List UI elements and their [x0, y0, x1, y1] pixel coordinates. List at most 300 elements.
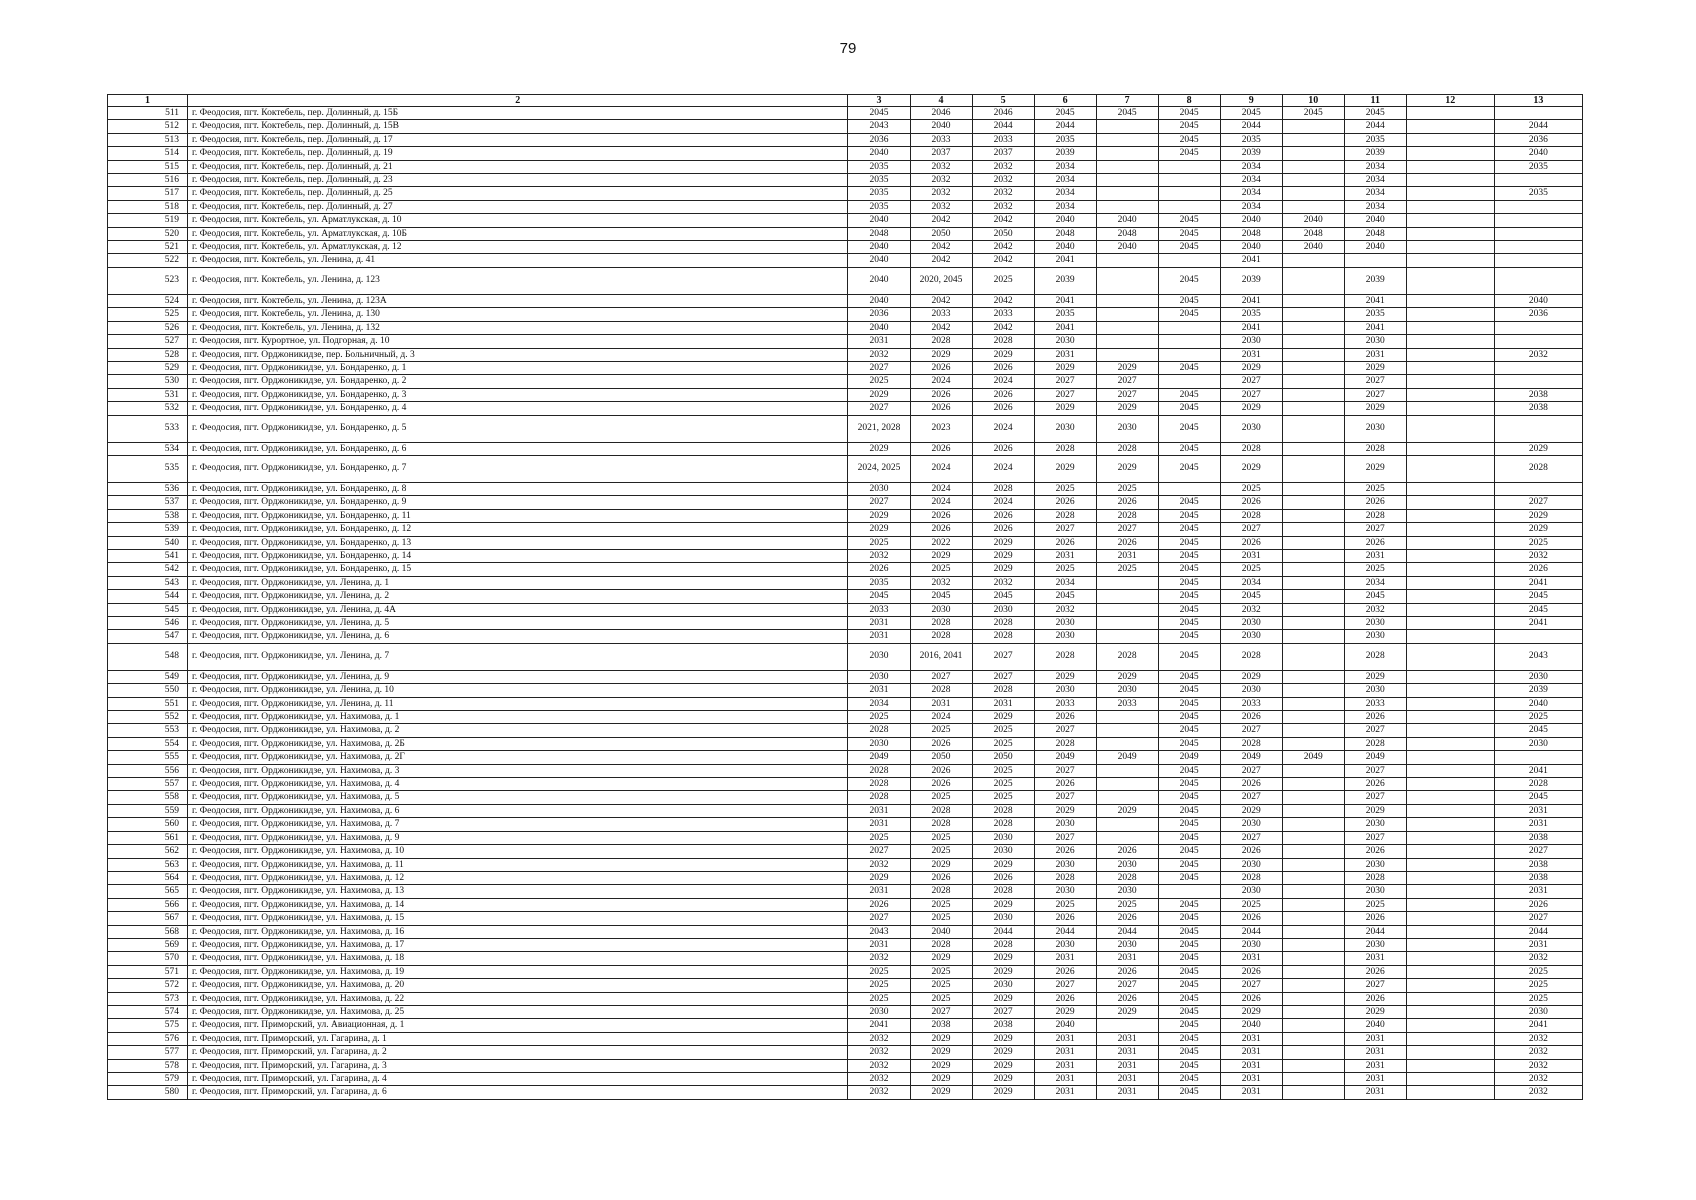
year-cell-col-6: 2026: [1034, 496, 1096, 509]
year-cell-col-12: [1406, 133, 1494, 146]
year-cell-col-7: 2031: [1096, 1086, 1158, 1099]
year-cell-col-12: [1406, 388, 1494, 401]
table-row: [108, 254, 1583, 267]
year-cell-col-6: 2034: [1034, 187, 1096, 200]
year-cell-col-11: 2031: [1344, 1073, 1406, 1086]
year-cell-col-6: 2025: [1034, 898, 1096, 911]
year-cell-col-13: 2025: [1494, 979, 1582, 992]
year-cell-col-5: 2038: [972, 1019, 1034, 1032]
row-number-cell: 558: [108, 791, 188, 804]
column-header-8: 8: [1158, 95, 1220, 107]
table-row: [108, 630, 1583, 643]
year-cell-col-4: 2032: [910, 576, 972, 589]
year-cell-col-13: 2028: [1494, 778, 1582, 791]
year-cell-col-5: 2032: [972, 576, 1034, 589]
year-cell-col-12: [1406, 107, 1494, 120]
year-cell-col-13: [1494, 174, 1582, 187]
table-row: [108, 1059, 1583, 1072]
year-cell-col-6: 2031: [1034, 1046, 1096, 1059]
year-cell-col-7: [1096, 174, 1158, 187]
year-cell-col-8: 2045: [1158, 1059, 1220, 1072]
address-cell: г. Феодосия, пгт. Орджоникидзе, ул. Ленина, д. 9: [188, 670, 848, 683]
year-cell-col-4: 2025: [910, 979, 972, 992]
address-cell: г. Феодосия, пгт. Курортное, ул. Подгорная, д. 10: [188, 335, 848, 348]
year-cell-col-11: 2029: [1344, 1005, 1406, 1018]
address-cell: г. Феодосия, пгт. Орджоникидзе, ул. Ленина, д. 1: [188, 576, 848, 589]
year-cell-col-13: 2041: [1494, 764, 1582, 777]
year-cell-col-11: 2026: [1344, 912, 1406, 925]
row-number-cell: 548: [108, 643, 188, 670]
year-cell-col-7: [1096, 711, 1158, 724]
year-cell-col-7: [1096, 630, 1158, 643]
year-cell-col-5: 2028: [972, 630, 1034, 643]
year-cell-col-6: 2031: [1034, 1073, 1096, 1086]
row-number-cell: 575: [108, 1019, 188, 1032]
row-number-cell: 524: [108, 294, 188, 307]
year-cell-col-5: 2042: [972, 214, 1034, 227]
address-cell: г. Феодосия, пгт. Коктебель, пер. Долинный, д. 19: [188, 147, 848, 160]
year-cell-col-10: [1282, 187, 1344, 200]
year-cell-col-8: 2045: [1158, 697, 1220, 710]
year-cell-col-11: 2031: [1344, 1059, 1406, 1072]
year-cell-col-3: 2029: [848, 523, 910, 536]
year-cell-col-12: [1406, 536, 1494, 549]
year-cell-col-4: 2038: [910, 1019, 972, 1032]
year-cell-col-11: 2026: [1344, 778, 1406, 791]
row-number-cell: 572: [108, 979, 188, 992]
year-cell-col-6: 2045: [1034, 590, 1096, 603]
year-cell-col-9: 2027: [1220, 724, 1282, 737]
address-cell: г. Феодосия, пгт. Коктебель, ул. Арматлукская, д. 10Б: [188, 227, 848, 240]
year-cell-col-6: 2032: [1034, 603, 1096, 616]
year-cell-col-3: 2025: [848, 711, 910, 724]
address-cell: г. Феодосия, пгт. Коктебель, пер. Долинный, д. 15В: [188, 120, 848, 133]
year-cell-col-5: 2030: [972, 603, 1034, 616]
year-cell-col-10: [1282, 1073, 1344, 1086]
year-cell-col-11: 2031: [1344, 952, 1406, 965]
year-cell-col-3: 2030: [848, 737, 910, 750]
year-cell-col-6: 2035: [1034, 308, 1096, 321]
year-cell-col-5: 2027: [972, 1005, 1034, 1018]
year-cell-col-13: 2040: [1494, 147, 1582, 160]
year-cell-col-6: 2034: [1034, 200, 1096, 213]
year-cell-col-12: [1406, 590, 1494, 603]
year-cell-col-9: 2028: [1220, 643, 1282, 670]
year-cell-col-13: 2041: [1494, 617, 1582, 630]
year-cell-col-3: 2027: [848, 912, 910, 925]
table-body: [108, 107, 1583, 1100]
year-cell-col-9: 2031: [1220, 348, 1282, 361]
year-cell-col-12: [1406, 724, 1494, 737]
year-cell-col-5: 2050: [972, 227, 1034, 240]
year-cell-col-11: 2034: [1344, 576, 1406, 589]
year-cell-col-10: [1282, 737, 1344, 750]
year-cell-col-6: 2033: [1034, 697, 1096, 710]
year-cell-col-4: 2026: [910, 871, 972, 884]
table-row: [108, 402, 1583, 415]
year-cell-col-8: 2045: [1158, 509, 1220, 522]
address-cell: г. Феодосия, пгт. Орджоникидзе, ул. Нахимова, д. 14: [188, 898, 848, 911]
year-cell-col-11: 2030: [1344, 818, 1406, 831]
year-cell-col-8: 2045: [1158, 858, 1220, 871]
year-cell-col-13: 2035: [1494, 160, 1582, 173]
table-row: [108, 751, 1583, 764]
year-cell-col-10: [1282, 455, 1344, 482]
year-cell-col-13: 2041: [1494, 1019, 1582, 1032]
year-cell-col-7: 2031: [1096, 952, 1158, 965]
year-cell-col-7: 2029: [1096, 670, 1158, 683]
year-cell-col-4: 2028: [910, 938, 972, 951]
table-row: [108, 697, 1583, 710]
year-cell-col-10: [1282, 361, 1344, 374]
year-cell-col-4: 2028: [910, 804, 972, 817]
year-cell-col-3: 2040: [848, 214, 910, 227]
column-header-2: 2: [188, 95, 848, 107]
year-cell-col-13: 2027: [1494, 912, 1582, 925]
row-number-cell: 574: [108, 1005, 188, 1018]
year-cell-col-6: 2031: [1034, 1032, 1096, 1045]
year-cell-col-13: 2032: [1494, 952, 1582, 965]
year-cell-col-9: 2031: [1220, 1073, 1282, 1086]
year-cell-col-10: [1282, 952, 1344, 965]
year-cell-col-5: 2024: [972, 455, 1034, 482]
year-cell-col-3: 2035: [848, 200, 910, 213]
year-cell-col-9: 2028: [1220, 509, 1282, 522]
year-cell-col-12: [1406, 979, 1494, 992]
row-number-cell: 525: [108, 308, 188, 321]
address-cell: г. Феодосия, пгт. Орджоникидзе, ул. Ленина, д. 10: [188, 684, 848, 697]
address-cell: г. Феодосия, пгт. Орджоникидзе, ул. Бондаренко, д. 14: [188, 549, 848, 562]
year-cell-col-13: 2032: [1494, 1059, 1582, 1072]
year-cell-col-11: 2027: [1344, 791, 1406, 804]
table-row: [108, 227, 1583, 240]
year-cell-col-8: 2045: [1158, 120, 1220, 133]
year-cell-col-6: 2030: [1034, 885, 1096, 898]
address-cell: г. Феодосия, пгт. Орджоникидзе, ул. Нахимова, д. 2Г: [188, 751, 848, 764]
year-cell-col-4: 2029: [910, 348, 972, 361]
row-number-cell: 537: [108, 496, 188, 509]
year-cell-col-8: 2045: [1158, 133, 1220, 146]
table-row: [108, 523, 1583, 536]
row-number-cell: 536: [108, 482, 188, 495]
year-cell-col-3: 2040: [848, 241, 910, 254]
year-cell-col-5: 2025: [972, 737, 1034, 750]
address-cell: г. Феодосия, пгт. Орджоникидзе, ул. Нахимова, д. 20: [188, 979, 848, 992]
year-cell-col-10: [1282, 482, 1344, 495]
year-cell-col-4: 2029: [910, 1073, 972, 1086]
address-cell: г. Феодосия, пгт. Коктебель, ул. Ленина, д. 123А: [188, 294, 848, 307]
year-cell-col-11: 2028: [1344, 871, 1406, 884]
row-number-cell: 567: [108, 912, 188, 925]
year-cell-col-7: 2026: [1096, 992, 1158, 1005]
table-row: [108, 375, 1583, 388]
year-cell-col-7: 2030: [1096, 684, 1158, 697]
year-cell-col-3: 2029: [848, 388, 910, 401]
schedule-table-wrapper: [107, 94, 1583, 1100]
year-cell-col-4: 2028: [910, 885, 972, 898]
year-cell-col-10: 2045: [1282, 107, 1344, 120]
year-cell-col-6: 2034: [1034, 160, 1096, 173]
year-cell-col-3: 2031: [848, 630, 910, 643]
year-cell-col-10: [1282, 992, 1344, 1005]
year-cell-col-7: 2031: [1096, 1032, 1158, 1045]
year-cell-col-11: 2044: [1344, 120, 1406, 133]
year-cell-col-13: 2040: [1494, 294, 1582, 307]
year-cell-col-9: 2035: [1220, 133, 1282, 146]
year-cell-col-7: [1096, 1019, 1158, 1032]
year-cell-col-12: [1406, 804, 1494, 817]
year-cell-col-12: [1406, 174, 1494, 187]
year-cell-col-9: 2032: [1220, 603, 1282, 616]
year-cell-col-11: 2034: [1344, 200, 1406, 213]
year-cell-col-9: 2027: [1220, 764, 1282, 777]
year-cell-col-11: 2026: [1344, 711, 1406, 724]
year-cell-col-5: 2029: [972, 952, 1034, 965]
year-cell-col-6: 2029: [1034, 361, 1096, 374]
year-cell-col-9: 2040: [1220, 241, 1282, 254]
year-cell-col-8: 2045: [1158, 227, 1220, 240]
year-cell-col-3: 2031: [848, 804, 910, 817]
year-cell-col-9: 2027: [1220, 791, 1282, 804]
year-cell-col-11: 2026: [1344, 496, 1406, 509]
year-cell-col-12: [1406, 442, 1494, 455]
year-cell-col-11: 2034: [1344, 160, 1406, 173]
year-cell-col-3: 2043: [848, 120, 910, 133]
year-cell-col-3: 2032: [848, 1086, 910, 1099]
row-number-cell: 513: [108, 133, 188, 146]
year-cell-col-4: 2032: [910, 174, 972, 187]
year-cell-col-13: 2044: [1494, 925, 1582, 938]
year-cell-col-13: 2032: [1494, 1046, 1582, 1059]
year-cell-col-7: [1096, 603, 1158, 616]
year-cell-col-9: 2041: [1220, 294, 1282, 307]
year-cell-col-12: [1406, 858, 1494, 871]
year-cell-col-3: 2036: [848, 133, 910, 146]
table-row: [108, 214, 1583, 227]
year-cell-col-11: 2028: [1344, 509, 1406, 522]
year-cell-col-10: [1282, 965, 1344, 978]
year-cell-col-12: [1406, 871, 1494, 884]
year-cell-col-13: 2036: [1494, 308, 1582, 321]
year-cell-col-11: 2030: [1344, 684, 1406, 697]
year-cell-col-9: 2026: [1220, 778, 1282, 791]
year-cell-col-13: 2043: [1494, 643, 1582, 670]
year-cell-col-11: 2039: [1344, 147, 1406, 160]
year-cell-col-8: 2045: [1158, 147, 1220, 160]
address-cell: г. Феодосия, пгт. Коктебель, ул. Ленина, д. 130: [188, 308, 848, 321]
year-cell-col-6: 2039: [1034, 147, 1096, 160]
year-cell-col-10: [1282, 697, 1344, 710]
year-cell-col-11: 2045: [1344, 590, 1406, 603]
address-cell: г. Феодосия, пгт. Орджоникидзе, ул. Бондаренко, д. 11: [188, 509, 848, 522]
year-cell-col-13: 2028: [1494, 455, 1582, 482]
address-cell: г. Феодосия, пгт. Орджоникидзе, ул. Нахимова, д. 25: [188, 1005, 848, 1018]
address-cell: г. Феодосия, пгт. Орджоникидзе, ул. Ленина, д. 2: [188, 590, 848, 603]
row-number-cell: 527: [108, 335, 188, 348]
year-cell-col-8: 2045: [1158, 523, 1220, 536]
year-cell-col-7: 2031: [1096, 1073, 1158, 1086]
year-cell-col-8: 2045: [1158, 1073, 1220, 1086]
year-cell-col-12: [1406, 992, 1494, 1005]
year-cell-col-5: 2037: [972, 147, 1034, 160]
year-cell-col-7: 2030: [1096, 885, 1158, 898]
year-cell-col-11: 2027: [1344, 523, 1406, 536]
year-cell-col-9: 2027: [1220, 979, 1282, 992]
year-cell-col-13: 2032: [1494, 549, 1582, 562]
year-cell-col-7: [1096, 778, 1158, 791]
year-cell-col-11: 2040: [1344, 1019, 1406, 1032]
year-cell-col-4: 2028: [910, 335, 972, 348]
year-cell-col-6: 2026: [1034, 536, 1096, 549]
column-header-5: 5: [972, 95, 1034, 107]
year-cell-col-9: 2025: [1220, 563, 1282, 576]
year-cell-col-9: 2045: [1220, 590, 1282, 603]
address-cell: г. Феодосия, пгт. Коктебель, ул. Арматлукская, д. 12: [188, 241, 848, 254]
row-number-cell: 534: [108, 442, 188, 455]
row-number-cell: 530: [108, 375, 188, 388]
year-cell-col-12: [1406, 898, 1494, 911]
year-cell-col-8: [1158, 321, 1220, 334]
year-cell-col-5: 2032: [972, 200, 1034, 213]
year-cell-col-11: 2031: [1344, 1086, 1406, 1099]
year-cell-col-4: 2042: [910, 294, 972, 307]
row-number-cell: 516: [108, 174, 188, 187]
year-cell-col-6: 2035: [1034, 133, 1096, 146]
year-cell-col-3: 2025: [848, 375, 910, 388]
year-cell-col-8: 2045: [1158, 1086, 1220, 1099]
year-cell-col-6: 2030: [1034, 684, 1096, 697]
year-cell-col-3: 2025: [848, 831, 910, 844]
address-cell: г. Феодосия, пгт. Орджоникидзе, ул. Бондаренко, д. 6: [188, 442, 848, 455]
year-cell-col-10: [1282, 147, 1344, 160]
year-cell-col-10: [1282, 563, 1344, 576]
year-cell-col-8: 2045: [1158, 590, 1220, 603]
year-cell-col-12: [1406, 791, 1494, 804]
year-cell-col-9: 2031: [1220, 952, 1282, 965]
table-row: [108, 858, 1583, 871]
year-cell-col-4: 2042: [910, 241, 972, 254]
row-number-cell: 514: [108, 147, 188, 160]
year-cell-col-3: 2035: [848, 160, 910, 173]
year-cell-col-5: 2028: [972, 885, 1034, 898]
year-cell-col-3: 2028: [848, 791, 910, 804]
year-cell-col-8: 2045: [1158, 764, 1220, 777]
year-cell-col-10: [1282, 321, 1344, 334]
year-cell-col-12: [1406, 348, 1494, 361]
year-cell-col-10: 2040: [1282, 214, 1344, 227]
year-cell-col-9: 2025: [1220, 482, 1282, 495]
year-cell-col-5: 2030: [972, 831, 1034, 844]
year-cell-col-5: 2042: [972, 321, 1034, 334]
year-cell-col-9: 2030: [1220, 630, 1282, 643]
table-row: [108, 576, 1583, 589]
year-cell-col-6: 2031: [1034, 1086, 1096, 1099]
year-cell-col-10: [1282, 1005, 1344, 1018]
table-row: [108, 482, 1583, 495]
year-cell-col-11: 2025: [1344, 482, 1406, 495]
year-cell-col-9: 2044: [1220, 925, 1282, 938]
year-cell-col-5: 2033: [972, 308, 1034, 321]
table-row: [108, 898, 1583, 911]
table-row: [108, 442, 1583, 455]
year-cell-col-6: 2044: [1034, 925, 1096, 938]
table-row: [108, 590, 1583, 603]
table-row: [108, 603, 1583, 616]
year-cell-col-11: 2026: [1344, 965, 1406, 978]
year-cell-col-3: 2031: [848, 938, 910, 951]
year-cell-col-8: 2045: [1158, 267, 1220, 294]
year-cell-col-12: [1406, 737, 1494, 750]
year-cell-col-10: [1282, 576, 1344, 589]
year-cell-col-9: 2031: [1220, 1046, 1282, 1059]
year-cell-col-5: 2030: [972, 979, 1034, 992]
year-cell-col-4: 2022: [910, 536, 972, 549]
year-cell-col-6: 2031: [1034, 348, 1096, 361]
year-cell-col-9: 2029: [1220, 455, 1282, 482]
year-cell-col-7: 2030: [1096, 415, 1158, 442]
column-header-1: 1: [108, 95, 188, 107]
year-cell-col-8: [1158, 254, 1220, 267]
year-cell-col-6: 2040: [1034, 1019, 1096, 1032]
year-cell-col-10: [1282, 938, 1344, 951]
table-row: [108, 711, 1583, 724]
year-cell-col-3: 2033: [848, 603, 910, 616]
year-cell-col-6: 2029: [1034, 670, 1096, 683]
year-cell-col-5: 2029: [972, 549, 1034, 562]
year-cell-col-7: [1096, 267, 1158, 294]
year-cell-col-5: 2029: [972, 563, 1034, 576]
table-row: [108, 1086, 1583, 1099]
year-cell-col-10: [1282, 509, 1344, 522]
year-cell-col-10: [1282, 335, 1344, 348]
year-cell-col-12: [1406, 1046, 1494, 1059]
year-cell-col-7: [1096, 590, 1158, 603]
row-number-cell: 560: [108, 818, 188, 831]
year-cell-col-12: [1406, 912, 1494, 925]
year-cell-col-13: 2045: [1494, 724, 1582, 737]
year-cell-col-3: 2032: [848, 1032, 910, 1045]
column-header-12: 12: [1406, 95, 1494, 107]
row-number-cell: 561: [108, 831, 188, 844]
year-cell-col-12: [1406, 938, 1494, 951]
year-cell-col-4: 2026: [910, 388, 972, 401]
year-cell-col-3: 2035: [848, 187, 910, 200]
year-cell-col-4: 2025: [910, 724, 972, 737]
year-cell-col-13: 2029: [1494, 509, 1582, 522]
row-number-cell: 515: [108, 160, 188, 173]
year-cell-col-8: 2045: [1158, 737, 1220, 750]
year-cell-col-7: 2040: [1096, 241, 1158, 254]
year-cell-col-3: 2030: [848, 1005, 910, 1018]
year-cell-col-10: [1282, 160, 1344, 173]
year-cell-col-6: 2034: [1034, 174, 1096, 187]
year-cell-col-3: 2029: [848, 871, 910, 884]
year-cell-col-10: [1282, 536, 1344, 549]
address-cell: г. Феодосия, пгт. Коктебель, ул. Ленина, д. 123: [188, 267, 848, 294]
table-row: [108, 617, 1583, 630]
year-cell-col-12: [1406, 845, 1494, 858]
row-number-cell: 552: [108, 711, 188, 724]
address-cell: г. Феодосия, пгт. Орджоникидзе, ул. Бондаренко, д. 5: [188, 415, 848, 442]
year-cell-col-9: 2040: [1220, 214, 1282, 227]
year-cell-col-3: 2040: [848, 321, 910, 334]
year-cell-col-6: 2030: [1034, 858, 1096, 871]
year-cell-col-8: 2045: [1158, 912, 1220, 925]
row-number-cell: 540: [108, 536, 188, 549]
row-number-cell: 568: [108, 925, 188, 938]
row-number-cell: 578: [108, 1059, 188, 1072]
year-cell-col-12: [1406, 549, 1494, 562]
